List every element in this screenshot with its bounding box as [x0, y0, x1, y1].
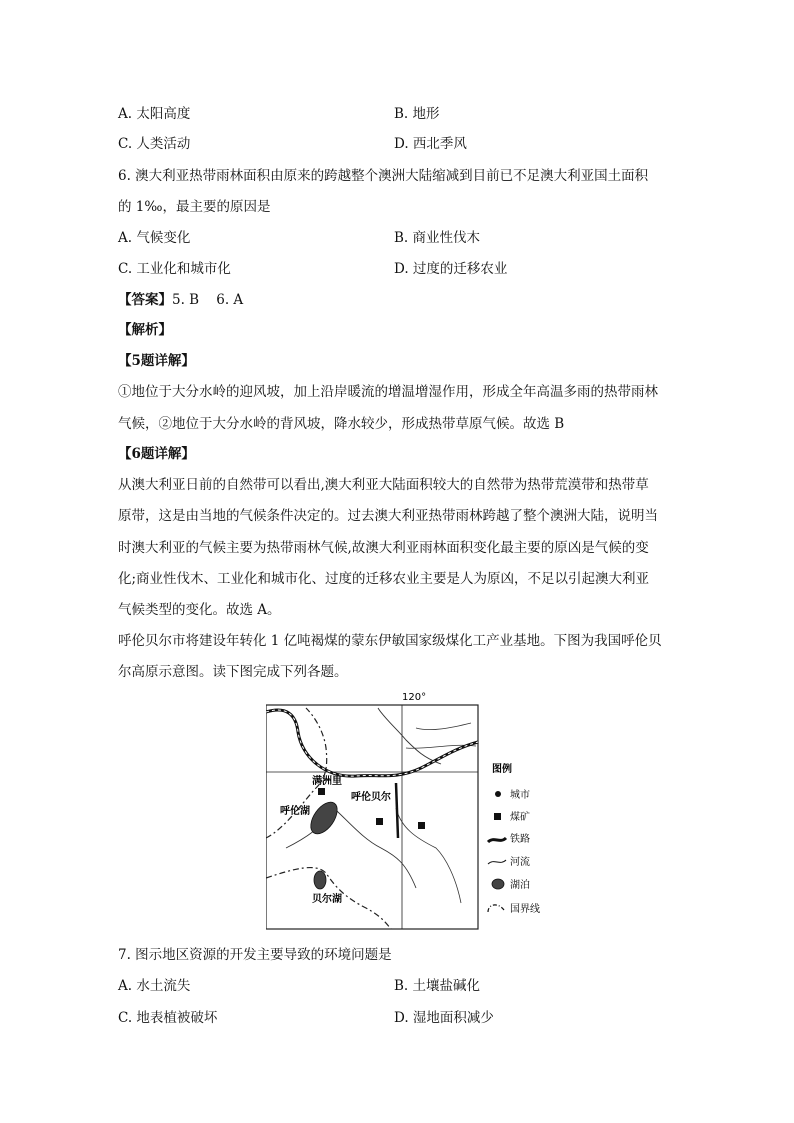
label-hulun-lake: 呼伦湖 [280, 806, 310, 817]
legend-city: 城市 [510, 790, 530, 801]
intro-line2: 尔高原示意图。读下图完成下列各题。 [118, 664, 348, 680]
coal-mine-1 [318, 788, 325, 795]
railway-line [266, 710, 478, 776]
map-legend [488, 762, 540, 915]
legend-river-icon [488, 860, 506, 864]
river-north [378, 708, 441, 764]
q7-option-b: B. 土壤盐碱化 [394, 978, 481, 994]
q5-option-c: C. 人类活动 [118, 136, 191, 152]
legend-border: 国界线 [510, 904, 540, 915]
coal-mine-2 [376, 818, 383, 825]
detail6-label: 【6题详解】 [118, 446, 195, 462]
intro-line1: 呼伦贝尔市将建设年转化 1 亿吨褐煤的蒙东伊敏国家级煤化工产业基地。下图为我国呼伦贝 [118, 633, 662, 649]
q6-stem-line1: 6. 澳大利亚热带雨林面积由原来的跨越整个澳洲大陆缩减到目前已不足澳大利亚国土面积 [118, 168, 649, 184]
legend-lake-icon [492, 879, 504, 889]
detail6-line4: 化;商业性伐木、工业化和城市化、过度的迁移农业主要是人为原凶，不足以引起澳大利亚 [118, 571, 650, 587]
q7-stem: 7. 图示地区资源的开发主要导致的环境问题是 [118, 947, 392, 963]
legend-river: 河流 [510, 857, 530, 868]
river-kherlen [328, 803, 416, 888]
detail6-line5: 气候类型的变化。故选 A。 [118, 602, 281, 618]
detail5-line1: ①地位于大分水岭的迎风坡，加上沿岸暖流的增温增湿作用，形成全年高温多雨的热带雨林 [118, 384, 658, 400]
railway-line-ticks [266, 710, 478, 776]
q5-option-a: A. 太阳高度 [118, 106, 191, 122]
railway-branch [396, 783, 398, 838]
q5-option-b: B. 地形 [394, 106, 440, 122]
legend-coal: 煤矿 [510, 812, 530, 823]
map-frame [266, 705, 478, 929]
hulunbuir-map [266, 688, 558, 932]
detail5-label: 【5题详解】 [118, 353, 195, 369]
river-tributary-1 [416, 723, 471, 730]
q7-option-d: D. 湿地面积减少 [394, 1010, 494, 1026]
detail6-line1: 从澳大利亚日前的自然带可以看出,澳大利亚大陆面积较大的自然带为热带荒漠带和热带草 [118, 477, 649, 493]
detail5-line2: 气候，②地位于大分水岭的背风坡，降水较少，形成热带草原气候。故选 B [118, 416, 565, 432]
q6-option-a: A. 气候变化 [118, 230, 191, 246]
lake-buir [314, 871, 326, 889]
q7-option-a: A. 水土流失 [118, 978, 191, 994]
q7-option-c: C. 地表植被破坏 [118, 1010, 218, 1026]
answer-label: 【答案】 [118, 292, 172, 308]
longitude-label: 120° [402, 692, 427, 703]
legend-coal-icon [494, 813, 501, 820]
legend-railway-icon [488, 838, 506, 842]
label-manzhouli: 满洲里 [312, 776, 342, 787]
label-buir-lake: 贝尔湖 [312, 894, 342, 905]
q6-stem-line2: 的 1‰，最主要的原因是 [118, 199, 271, 215]
lake-hulun [305, 798, 342, 839]
detail6-line2: 原带，这是由当地的气候条件决定的。过去澳大利亚热带雨林跨越了整个澳洲大陆，说明当 [118, 508, 658, 524]
q6-option-b: B. 商业性伐木 [394, 230, 481, 246]
q6-option-d: D. 过度的迁移农业 [394, 261, 508, 277]
coal-mine-3 [418, 822, 425, 829]
answer-row [118, 290, 243, 310]
answer-text: 5. B 6. A [172, 292, 244, 308]
legend-city-icon [495, 791, 501, 797]
detail6-line3: 时澳大利亚的气候主要为热带雨林气候,故澳大利亚雨林面积变化最主要的原凶是气候的变 [118, 540, 649, 556]
legend-title: 图例 [492, 764, 512, 775]
analysis-label: 【解析】 [118, 322, 172, 338]
river-hailar [396, 808, 461, 903]
legend-railway: 铁路 [510, 834, 530, 845]
legend-border-icon [488, 905, 504, 912]
q6-option-c: C. 工业化和城市化 [118, 261, 231, 277]
legend-lake: 湖泊 [510, 880, 530, 891]
label-hulunbuir: 呼伦贝尔 [351, 792, 391, 803]
q5-option-d: D. 西北季风 [394, 136, 467, 152]
